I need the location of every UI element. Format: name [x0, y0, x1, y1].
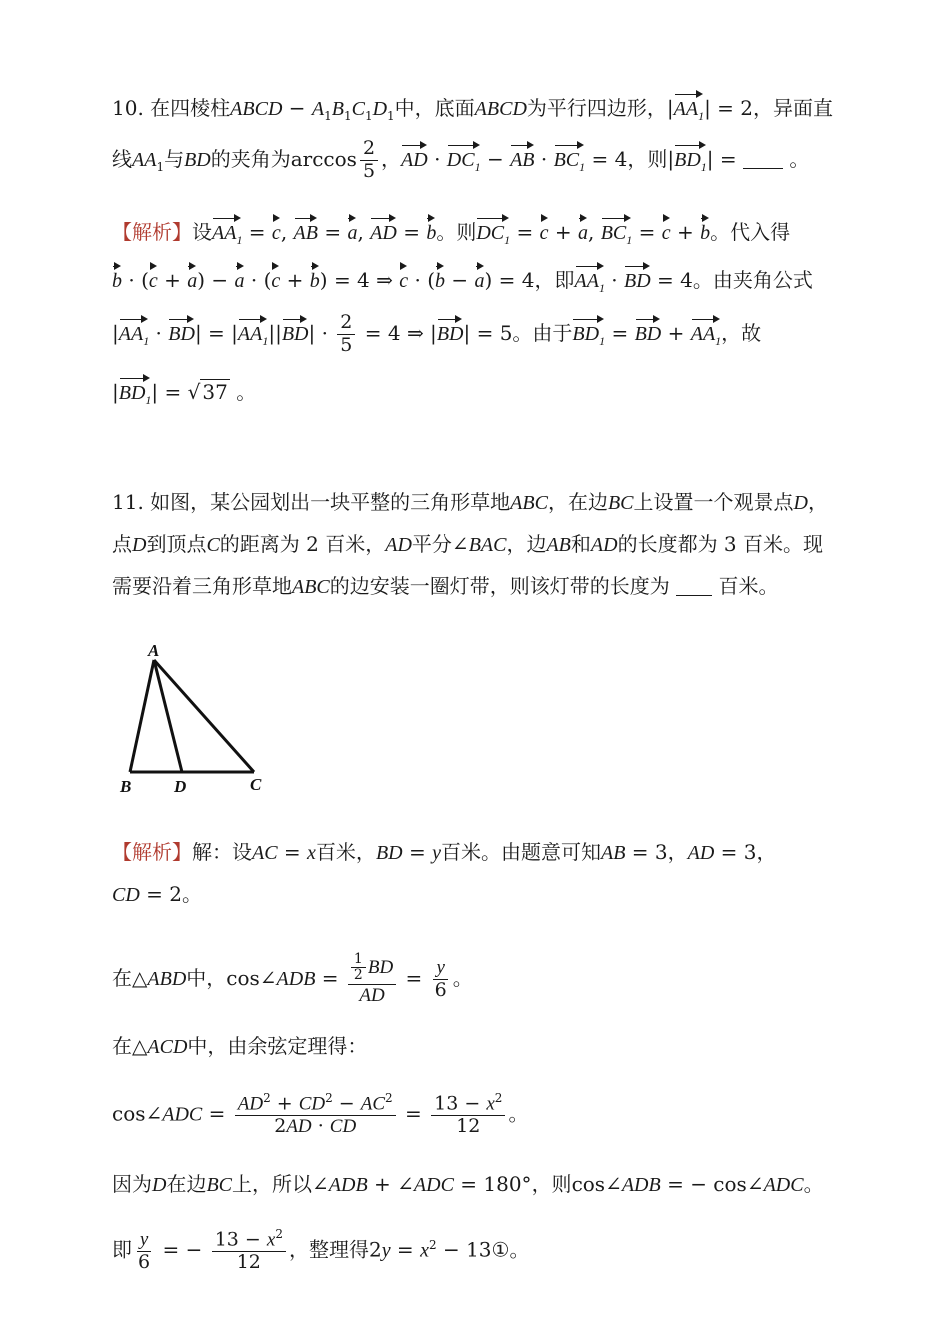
- text: 百米。由题意可知: [440, 840, 601, 864]
- fraction: $\frac{13 - x^2}{12}$: [431, 1092, 505, 1138]
- text: ，异面直: [753, 96, 834, 120]
- text: 中，: [186, 965, 227, 990]
- problem11-solution-line5: cos∠ADC = $\frac{AD^2 + CD^2 - AC^2}{2AD \cdot CD}$ = $\frac{13 - x^2}{12}$ 。: [112, 1091, 529, 1138]
- problem11-solution-line6: 因为D在边BC上，所以∠ADB + ∠ADC = 180°，则cos∠ADB = − cos∠ADC。: [112, 1172, 824, 1196]
- text: 如图，某公园划出一块平整的三角形草地: [150, 490, 511, 514]
- fraction: $\frac{y}{6}$: [138, 1228, 151, 1273]
- text: 平分∠: [411, 532, 469, 556]
- text: 。: [789, 146, 810, 171]
- text: 的边安装一圈灯带，则该灯带的长度为: [329, 574, 670, 598]
- vertex-label-c: C: [250, 775, 262, 794]
- sqrt: √ 37: [187, 380, 228, 404]
- text: ，即: [534, 268, 575, 292]
- problem10-line1: 10. 在四棱柱ABCD − $A_1B_1C_1D_1$中，底面ABCD为平行四边形，$|AA_1| = 2$，异面直: [112, 90, 833, 123]
- problem10-solution-line4: $|BD_1|$ = √ 37 。: [112, 374, 256, 407]
- text: 中，由余弦定理得：: [187, 1034, 368, 1058]
- text: 百米。: [718, 574, 779, 598]
- text: 因为: [112, 1172, 152, 1196]
- text: 在边: [166, 1172, 207, 1196]
- solution-tag: 【解析】: [112, 220, 192, 244]
- text: 和: [570, 532, 591, 556]
- problem10-solution-line1: 【解析】设$AA_1 = c$, AB = a, AD = b。则$DC_1 = c + a$, $BC_1 = c + b$。代入得: [112, 214, 790, 247]
- text: 上设置一个观景点: [633, 490, 794, 514]
- solution-tag: 【解析】: [112, 840, 192, 864]
- text: 解：设: [192, 840, 252, 864]
- fraction: $\frac{2}{5}$: [360, 138, 378, 183]
- text: 。: [236, 380, 257, 404]
- triangle-figure: [108, 640, 278, 800]
- problem10-solution-line2: b · (c + a) − a · (c + b) = 4 ⇒ c · (b − a) = 4，即$AA_1$ · BD = 4。由夹角公式: [112, 262, 813, 295]
- answer-blank: [743, 168, 783, 169]
- problem10-number: 10.: [112, 96, 144, 120]
- text: 的夹角为arccos: [210, 146, 357, 171]
- problem11-solution-line1: 【解析】解：设AC = x百米，BD = y百米。由题意可知AB = 3，AD = 3，: [112, 840, 777, 864]
- vertex-label-a: A: [148, 641, 160, 660]
- text: 。则: [436, 220, 477, 244]
- text: 上，所以∠: [232, 1172, 329, 1196]
- text: 为平行四边形，: [526, 96, 667, 120]
- text: 百米，: [315, 840, 376, 864]
- fraction: $\frac{y}{6}$: [434, 956, 447, 1001]
- vertex-label-d: D: [174, 777, 187, 796]
- vertex-label-b: B: [120, 777, 132, 796]
- text: ，: [807, 490, 828, 514]
- problem11-solution-line2: CD = 2。: [112, 882, 202, 906]
- fraction: $\frac{1}{2}$ BD AD: [348, 952, 396, 1007]
- side-ab: [130, 660, 154, 772]
- text: 的距离为 2 百米，: [219, 532, 386, 556]
- text: 在△: [112, 1034, 148, 1058]
- text: 。由于: [512, 320, 573, 345]
- text: ，则: [627, 146, 668, 171]
- problem11-line1: 11. 如图，某公园划出一块平整的三角形草地ABC，在边BC上设置一个观景点D，: [112, 490, 828, 514]
- text: 与: [164, 146, 185, 171]
- text: 在△: [112, 965, 148, 990]
- text: 。代入得: [710, 220, 791, 244]
- problem11-solution-line7: 即 $\frac{y}{6}$ = − $\frac{13 - x^2}{12}$ ，整理得$2y = x^2$ − 13①。: [112, 1227, 530, 1274]
- text: 设: [192, 220, 212, 244]
- text: ，故: [721, 320, 762, 345]
- problem11-number: 11.: [112, 490, 144, 514]
- problem11-line3: 需要沿着三角形草地ABC的边安装一圈灯带，则该灯带的长度为 百米。: [112, 574, 779, 598]
- fraction: $\frac{2}{5}$: [337, 312, 355, 357]
- problem10-line2: 线$AA_1$与BD的夹角为arccos $\frac{2}{5}$ ，AD · $DC_1$ − AB · $BC_1 = 4$，则$|BD_1|$ = 。: [112, 137, 810, 182]
- problem10-solution-line3: $|AA_1 \cdot BD| = |AA_1||BD|$ · $\frac{2}{5}$ = 4 ⇒ |BD| = 5。由于$BD_1$ = BD + $AA_1$，故: [112, 311, 762, 356]
- text: ，在边: [547, 490, 608, 514]
- fraction: $\frac{AD^2 + CD^2 - AC^2}{2AD \cdot CD}$: [235, 1092, 396, 1138]
- text: 需要沿着三角形草地: [112, 574, 292, 598]
- text: 到顶点: [146, 532, 207, 556]
- text: 中，底面: [394, 96, 475, 120]
- text: 的长度都为 3 百米。现: [617, 532, 824, 556]
- text: ，则: [531, 1172, 572, 1196]
- fraction: $\frac{13 - x^2}{12}$: [212, 1228, 286, 1274]
- text: 点: [112, 532, 132, 556]
- problem11-line2: 点D到顶点C的距离为 2 百米，AD平分∠BAC，边AB和AD的长度都为 3 百米。现: [112, 532, 824, 556]
- problem11-solution-line4: 在△ACD中，由余弦定理得：: [112, 1034, 368, 1058]
- text: ，整理得: [288, 1237, 369, 1262]
- text: 。由夹角公式: [692, 268, 813, 292]
- text: ，边: [506, 532, 547, 556]
- text: ①。: [491, 1237, 530, 1262]
- problem11-solution-line3: 在△ABD中，cos∠ADB = $\frac{1}{2}$ BD AD = $\frac{y}{6}$ 。: [112, 951, 473, 1006]
- text: 线: [112, 146, 132, 171]
- answer-blank: [676, 595, 712, 596]
- text: 即: [112, 1237, 132, 1262]
- text: 在四棱柱: [150, 96, 231, 120]
